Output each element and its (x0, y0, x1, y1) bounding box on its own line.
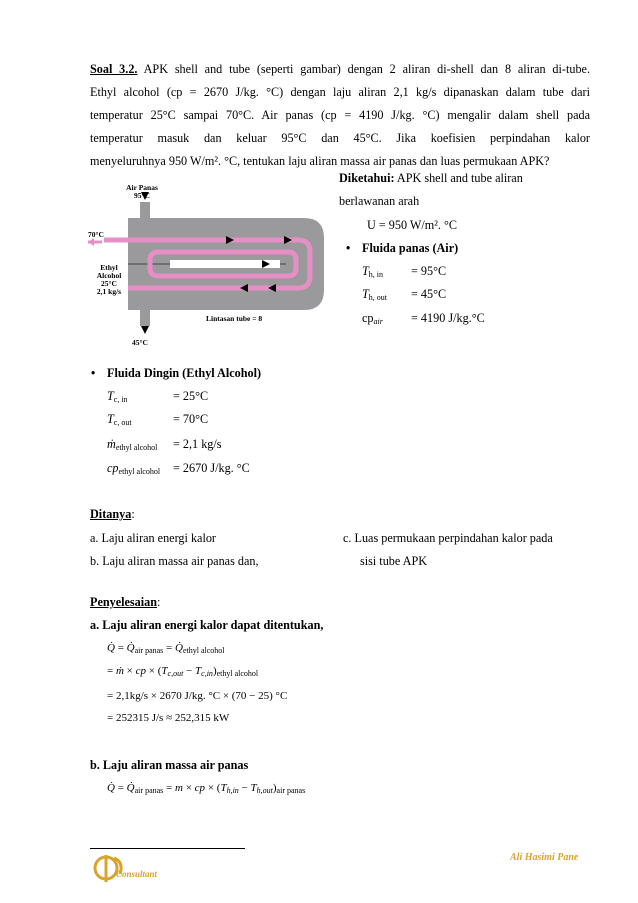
hot-fluid-title: • Fluida panas (Air) (362, 241, 458, 256)
cold-row-1-value: = 25°C (173, 389, 209, 403)
hot-row-1-value: = 95°C (411, 264, 447, 278)
ditanya-a: a. Laju aliran energi kalor (90, 531, 216, 545)
solution-a-eq1: Q̇ = $Q̇_{air panas}$ = $Q̇_{ethyl alcohol}$ (107, 642, 225, 655)
ditanya-c-2: sisi tube APK (360, 554, 428, 568)
ditanya-heading: Ditanya: (90, 507, 135, 521)
cold-row-2-value: = 70°C (173, 412, 209, 426)
cold-fluid-title: • Fluida Dingin (Ethyl Alcohol) (107, 366, 261, 381)
cold-row-4: $cp_{ethyl alcohol}$ (107, 461, 161, 476)
solution-b-title: b. Laju aliran massa air panas (90, 758, 249, 772)
penyelesaian-heading: Penyelesaian: (90, 595, 161, 609)
ethyl-out-temp: 70°C (88, 230, 104, 239)
cold-row-3-value: = 2,1 kg/s (173, 437, 222, 451)
hot-row-3: $cp_{air}$ (362, 311, 383, 326)
solution-a-eq2: = ṁ × cp × $(T_{c,out} - T_{c,in})_{ethyl alcohol}$ (107, 665, 259, 678)
solution-a-eq3: = 2,1kg/s × 2670 J/kg. °C × (70 − 25) °C (107, 690, 288, 702)
hot-row-3-value: = 4190 J/kg.°C (411, 311, 485, 325)
problem-line-3: temperatur 25°C sampai 70°C. Air panas (cp = 4190 J/kg. °C) mengalir dalam shell pada (90, 108, 590, 122)
problem-line-4: temperatur masuk dan keluar 95°C dan 45°C. Jika koefisien perpindahan kalor (90, 131, 590, 145)
problem-line-1: Soal 3.2. APK shell and tube (seperti gambar) dengan 2 aliran di-shell dan 8 aliran di-tube. (90, 62, 591, 76)
solution-a-eq4: = 252315 J/s ≈ 252,315 kW (107, 712, 230, 724)
air-panas-label: Air Panas 95°C (126, 183, 158, 200)
cold-row-4-value: = 2670 J/kg. °C (173, 461, 250, 475)
consultant-label: Consultant (116, 869, 158, 879)
ditanya-c-1: c. Luas permukaan perpindahan kalor pada (343, 531, 553, 545)
heat-exchanger-figure (88, 180, 328, 350)
problem-title: Soal 3.2. (90, 62, 138, 76)
diketahui-line-1: Diketahui: APK shell and tube aliran (339, 171, 523, 185)
hot-row-1: $T_{h, in}$ (362, 264, 384, 279)
ethyl-out-arrow (88, 238, 94, 246)
ditanya-b: b. Laju aliran massa air panas dan, (90, 554, 259, 568)
problem-statement (90, 58, 590, 173)
cold-row-3: ṁ$_{ethyl alcohol}$ (107, 437, 158, 452)
cold-row-2: $T_{c, out}$ (107, 412, 132, 427)
diketahui-line-2: berlawanan arah (339, 194, 420, 208)
cold-row-1: $T_{c, in}$ (107, 389, 128, 404)
footer-rule (90, 848, 245, 849)
problem-line-5: menyeluruhnya 950 W/m². °C, tentukan laju aliran massa air panas dan luas permukaan APK? (90, 154, 550, 168)
diketahui-label: Diketahui: (339, 171, 395, 185)
hot-row-2: $T_{h, out}$ (362, 287, 388, 302)
ethyl-alcohol-label: Ethyl Alcohol 25°C 2,1 kg/s (90, 264, 128, 296)
hot-inlet-nozzle (140, 202, 150, 218)
u-value: U = 950 W/m². °C (367, 218, 457, 232)
problem-line-2: Ethyl alcohol (cp = 2670 J/kg. °C) dengan laju aliran 2,1 kg/s dipanaskan dalam tube dari (90, 85, 590, 99)
hot-row-2-value: = 45°C (411, 287, 447, 301)
solution-a-title: a. Laju aliran energi kalor dapat ditentukan, (90, 618, 324, 632)
lintasan-label: Lintasan tube = 8 (206, 314, 263, 323)
bottom-temp-label: 45°C (132, 338, 148, 347)
solution-b-eq: Q̇ = $Q̇_{air panas} = m$ × cp × $(T_{h,in} - T_{h,out})_{air panas}$ (107, 782, 306, 795)
hot-outlet-nozzle (140, 310, 150, 326)
author-name: Ali Hasimi Pane (510, 852, 579, 863)
hot-out-arrow (141, 326, 149, 334)
